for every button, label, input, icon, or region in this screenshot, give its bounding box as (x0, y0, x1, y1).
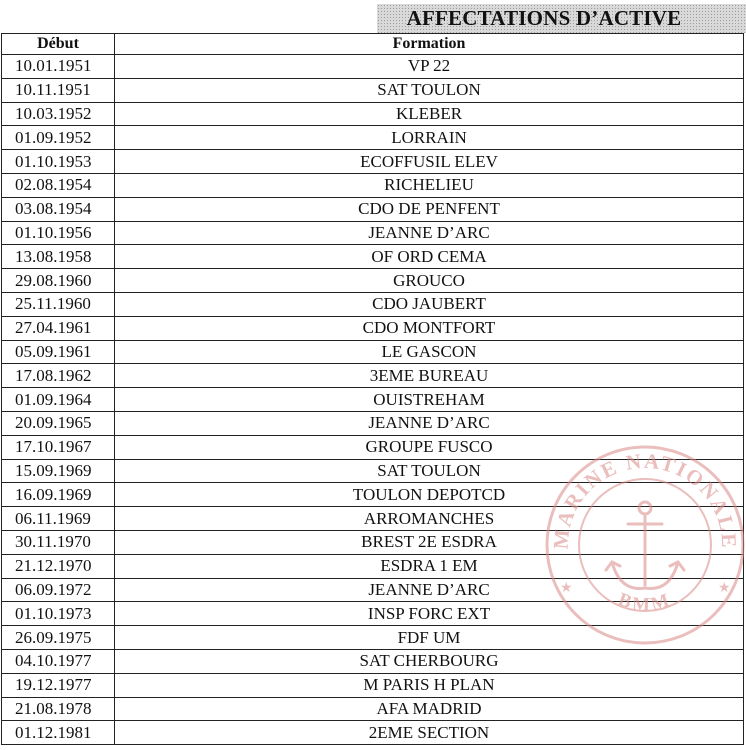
row-date: 19.12.1977 (2, 673, 115, 697)
row-formation: OF ORD CEMA (115, 245, 744, 269)
row-formation: SAT TOULON (115, 78, 744, 102)
table-row (2, 435, 744, 459)
row-date: 17.10.1967 (2, 435, 115, 459)
row-date: 25.11.1960 (2, 292, 115, 316)
row-date: 16.09.1969 (2, 483, 115, 507)
row-date: 01.10.1956 (2, 221, 115, 245)
page-title: AFFECTATIONS D’ACTIVE (406, 6, 682, 30)
table-row (2, 55, 744, 79)
table-row (2, 221, 744, 245)
table-row (2, 483, 744, 507)
row-formation: KLEBER (115, 102, 744, 126)
table-row (2, 602, 744, 626)
row-formation: LORRAIN (115, 126, 744, 150)
table-row (2, 340, 744, 364)
row-formation: SAT CHERBOURG (115, 649, 744, 673)
stamp-bottom-text: BMM (615, 588, 675, 616)
table-row (2, 697, 744, 721)
row-date: 01.10.1953 (2, 150, 115, 174)
row-formation: CDO MONTFORT (115, 316, 744, 340)
row-date: 20.09.1965 (2, 411, 115, 435)
column-header-date: Début (2, 34, 115, 55)
row-date: 21.12.1970 (2, 554, 115, 578)
table-row (2, 411, 744, 435)
row-date: 01.09.1964 (2, 388, 115, 412)
table-body (2, 55, 744, 745)
table-row (2, 388, 744, 412)
row-date: 04.10.1977 (2, 649, 115, 673)
row-formation: ECOFFUSIL ELEV (115, 150, 744, 174)
row-date: 01.12.1981 (2, 721, 115, 745)
table-row (2, 316, 744, 340)
table-row (2, 364, 744, 388)
row-date: 13.08.1958 (2, 245, 115, 269)
star-icon: ★ (718, 580, 731, 596)
table-row (2, 578, 744, 602)
row-date: 06.11.1969 (2, 507, 115, 531)
table-row (2, 626, 744, 650)
row-date: 06.09.1972 (2, 578, 115, 602)
row-date: 10.03.1952 (2, 102, 115, 126)
row-date: 30.11.1970 (2, 530, 115, 554)
table-row (2, 554, 744, 578)
row-date: 03.08.1954 (2, 197, 115, 221)
table-row (2, 126, 744, 150)
row-date: 27.04.1961 (2, 316, 115, 340)
table-row (2, 530, 744, 554)
row-date: 01.10.1973 (2, 602, 115, 626)
table-row (2, 459, 744, 483)
column-header-formation: Formation (115, 34, 744, 55)
row-formation: AFA MADRID (115, 697, 744, 721)
table-row (2, 245, 744, 269)
table-row (2, 507, 744, 531)
row-formation: JEANNE D’ARC (115, 578, 744, 602)
row-formation: LE GASCON (115, 340, 744, 364)
row-formation: GROUCO (115, 269, 744, 293)
row-date: 29.08.1960 (2, 269, 115, 293)
table-row (2, 673, 744, 697)
star-icon: ★ (560, 580, 573, 596)
stamp-top-text: MARINE NATIONALE (548, 448, 742, 551)
table-row (2, 173, 744, 197)
row-formation: ESDRA 1 EM (115, 554, 744, 578)
row-date: 21.08.1978 (2, 697, 115, 721)
row-formation: FDF UM (115, 626, 744, 650)
row-formation: OUISTREHAM (115, 388, 744, 412)
row-formation: JEANNE D’ARC (115, 221, 744, 245)
row-formation: 3EME BUREAU (115, 364, 744, 388)
row-formation: CDO JAUBERT (115, 292, 744, 316)
row-formation: 2EME SECTION (115, 721, 744, 745)
table-row (2, 150, 744, 174)
row-date: 17.08.1962 (2, 364, 115, 388)
row-formation: TOULON DEPOTCD (115, 483, 744, 507)
row-formation: JEANNE D’ARC (115, 411, 744, 435)
table-row (2, 269, 744, 293)
table-row (2, 197, 744, 221)
row-date: 10.11.1951 (2, 78, 115, 102)
row-formation: CDO DE PENFENT (115, 197, 744, 221)
row-date: 26.09.1975 (2, 626, 115, 650)
row-date: 05.09.1961 (2, 340, 115, 364)
assignments-table (1, 33, 744, 745)
row-date: 02.08.1954 (2, 173, 115, 197)
table-row (2, 78, 744, 102)
table-header-row (2, 34, 744, 55)
row-formation: ARROMANCHES (115, 507, 744, 531)
table-row (2, 102, 744, 126)
row-date: 15.09.1969 (2, 459, 115, 483)
table-row (2, 292, 744, 316)
row-formation: BREST 2E ESDRA (115, 530, 744, 554)
row-date: 10.01.1951 (2, 55, 115, 79)
table-row (2, 649, 744, 673)
title-bar (0, 0, 746, 33)
row-formation: SAT TOULON (115, 459, 744, 483)
row-formation: M PARIS H PLAN (115, 673, 744, 697)
row-formation: RICHELIEU (115, 173, 744, 197)
row-date: 01.09.1952 (2, 126, 115, 150)
row-formation: INSP FORC EXT (115, 602, 744, 626)
table-row (2, 721, 744, 745)
row-formation: GROUPE FUSCO (115, 435, 744, 459)
row-formation: VP 22 (115, 55, 744, 79)
